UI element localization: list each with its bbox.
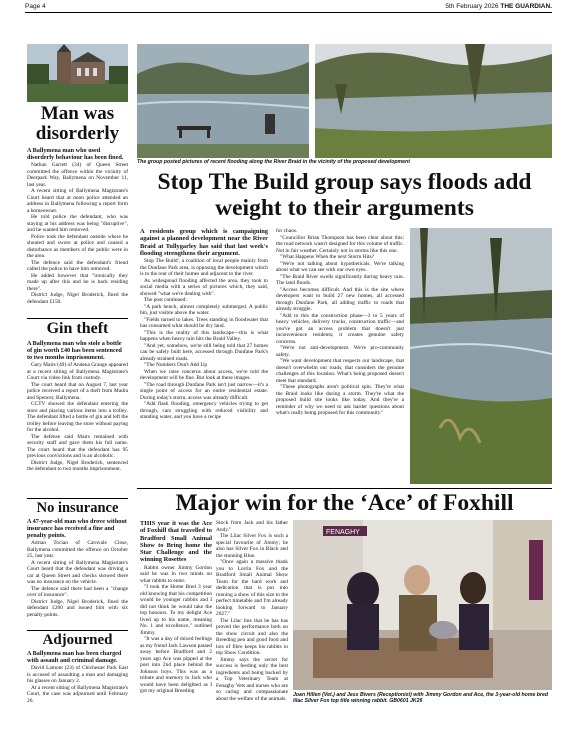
paragraph: The Lilac line that he has has proved the performance both on the show circuit and also the Breeding pen and good food and lots of fibre keeps his rabbits in top Show Condition. bbox=[216, 617, 288, 656]
disorderly-body bbox=[27, 162, 128, 305]
paragraph: The defence said there had been a "change over of insurance". bbox=[27, 585, 128, 598]
issue-info bbox=[445, 3, 552, 10]
paragraph: Nathan Garrett (34) of Queen Street committed the offence within the vicinity of Deerpark Way, Ballymena on November 11, last year. bbox=[27, 162, 128, 188]
insurance-lead: A 47-year-old man who drove without insurance has received a fine and penalty points. bbox=[27, 518, 127, 539]
foxhill-col-1 bbox=[140, 520, 212, 695]
paragraph: "We're not talking about hypotheticals. We're talking about what we can see with our own eyes. bbox=[276, 260, 404, 273]
adjourned-body bbox=[27, 665, 128, 704]
paragraph: "What Happens When the next Storm Hits? bbox=[280, 254, 375, 260]
disorderly-story bbox=[27, 104, 128, 305]
paragraph: The Lilac Silver Fox is such a special favourite of Jimmy; he also has Silver Fox in Black and the stunning Blue. bbox=[216, 533, 288, 559]
paragraph: "I took the Home Bred 3 year old knowing that his competition would be younger rabbits and I did not think he would take the top honours. To my delight Ace lived up to his name, meaning No. 1 and excellence," outlined Jimmy. bbox=[140, 584, 212, 636]
paragraph: "Add to this the construction phase—3 to 5 years of heavy vehicles, delivery trucks, construction traffic—and you've got an access problem that doesn't just inconvenience residents; it creates genuine safety concerns. bbox=[276, 312, 404, 345]
paragraph: "Fields turned to lakes. Trees standing in floodwater that has consumed what should be dry land. bbox=[140, 316, 268, 330]
flood-photo-bench bbox=[137, 44, 309, 158]
paragraph: "The Braid River swells significantly during heavy rain. The land floods. bbox=[276, 273, 404, 286]
paragraph: The defence said the defendant's friend called the police to have him removed. bbox=[27, 259, 128, 272]
foxhill-photo bbox=[293, 520, 552, 690]
paragraph: As widespread flooding affected the area, they took to social media with a series of pictures which, they said, showed "what we're dealing with". bbox=[140, 277, 268, 297]
paragraph: The defense said Mairs remained with security staff and gave them his full name. The court heard that the defendant has 95 previous convictions and is an alcoholic. bbox=[27, 433, 128, 459]
paragraph: "We want development that respects our landscape, that doesn't overwhelm our roads, that considers the genuine challenges of this location. What's being proposed doesn't meet that standard. bbox=[276, 358, 404, 384]
paragraph: "The Numbers Don't Add Up bbox=[144, 362, 208, 369]
paragraph: for chaos. bbox=[276, 228, 298, 234]
paragraph: A recent sitting of Ballymena Magistrate's Court heard that the defendant was driving a car at Queen Street and checks showed there was no insurance on the vehicle. bbox=[27, 559, 128, 585]
paragraph: District Judge, Nigel Broderick, fined the defendant £150. bbox=[27, 292, 128, 305]
paragraph: Jimmy says the secret for success is feeding only the best ingredients and being backed by a Top Veterinary Team at Fenaghy Vets and nurses who are so caring and compassionate about the welfare of the animals. bbox=[216, 656, 288, 702]
gin-headline: Gin theft bbox=[46, 320, 109, 337]
page-header bbox=[25, 2, 552, 13]
paragraph: Adrian Tocian of Carnvale Close, Ballymena committed the offence on October 25, last year. bbox=[27, 540, 128, 559]
paragraph: Police took the defendant outside where he shouted and swore at police and caused a disturbance as members of the public were in the area. bbox=[27, 233, 128, 259]
paragraph: The court heard that on August 7, last year police received a report of a theft from Madra and Spencer, Ballymena. bbox=[27, 381, 128, 401]
paragraph: "Access becomes difficult. And this is the site where developers want to build 27 new homes, all accessed through Dunfane Park, all adding traffic to roads that already struggle. bbox=[276, 286, 404, 312]
paragraph: "We're not anti-development. We're pro-community safety. bbox=[276, 345, 404, 358]
paragraph: "It was a day of mixed feelings as my friend Jack Lawson passed away before Bradford and 2 years ago Ace was pipped at the post into 2nd place behind the Johnson boys. This was as a tribute and memory to Jack who would have been delighted as I got my original Breeding bbox=[140, 636, 213, 695]
foxhill-headline: Major win for the ‘Ace’ of Foxhill bbox=[175, 490, 514, 516]
paragraph: He told police the defendant, who was staying at his address was being "disruptive", and he wanted him removed. bbox=[27, 214, 128, 233]
divider bbox=[27, 630, 128, 631]
paragraph: "And yet, somehow, we're still being told that 27 homes can be safely built here, accessed through Dunfane Park's already strained roads. bbox=[140, 342, 268, 362]
flood-photo-river bbox=[410, 228, 552, 484]
divider bbox=[27, 498, 128, 499]
adjourned-lead: A Ballymena man has been charged with assault and criminal damage. bbox=[27, 650, 122, 664]
church-photo bbox=[27, 44, 128, 102]
page-number: Page 4 bbox=[25, 3, 46, 10]
issue-date: 5th February 2026 bbox=[445, 3, 499, 10]
paragraph: "Councillor Brian Thompson has been clear about this: the road network wasn't designed for this volume of traffic. Not in fair weather. Certainly not in storms like this one. bbox=[276, 234, 404, 254]
insurance-story bbox=[27, 500, 128, 618]
insurance-headline: No insurance bbox=[36, 500, 119, 516]
paragraph: "Once again a massive thank you to Lorrin Fox and the Bradford Small Animal Show Team for the hard work and dedication that is put into running a show of this size to the perfect timetable and I'm already looking forward to January 2027." bbox=[216, 559, 288, 617]
gin-lead: A Ballymena man who stole a bottle of gin worth £40 has been sentenced to two months imprisonment. bbox=[27, 340, 122, 361]
paragraph: "These photographs aren't political spin. They're what the Braid looks like during a storm. They're what the proposed build site looks like today. And they're a reminder of why we need to ask harder questions about what's really being proposed for this community." bbox=[276, 384, 404, 416]
flood-headline: Stop The Build group says floods add weight to their arguments bbox=[157, 169, 532, 221]
paragraph: Stop The Build', a coalition of local people mainly from the Dunfane Park area, is opposing the development which is to the rear of their homes and adjacent to the river. bbox=[140, 258, 268, 278]
paragraph: Gary Mairs (49) of Andena Grange appeared at a recent sitting of Ballymena Magistrate's Court via video link from custody. bbox=[27, 362, 128, 381]
paragraph: CCTV showed the defendant entering the store and placing various items into a trolley. The defendant lifted a bottle of gin and left the trolley before leaving the store without paying for the alcohol. bbox=[27, 401, 128, 433]
paragraph: "This is the reality of this landscape—this is what happens when heavy rain hits the Braid Valley. bbox=[140, 329, 268, 343]
paragraph: David Lamont (23) of Chichester Park East is accused of assaulting a man and damaging his glasses on January 2. bbox=[27, 665, 128, 684]
paragraph: Rabbit owner Jimmy Gordon said he was in two minds on what rabbits to enter. bbox=[140, 564, 212, 584]
paragraph: Stock from Jack and his father Andy." bbox=[216, 520, 288, 533]
paragraph: District Judge, Nigel Broderick, sentenced the defendant to two months imprisonment. bbox=[27, 459, 128, 472]
paragraph: "A park bench, almost completely submerged. A public bin, just visible above the water. bbox=[140, 303, 268, 317]
disorderly-lead: A Ballymena man who used disorderly behaviour has been fined. bbox=[27, 147, 124, 161]
adjourned-headline: Adjourned bbox=[42, 632, 113, 648]
foxhill-col-2 bbox=[216, 520, 288, 702]
paragraph: A recent sitting of Ballymena Magistrate's Court heard that at noon police attended an address in Ballymena following a report form a homeowner. bbox=[27, 188, 128, 214]
flood-caption: The group posted pictures of recent flooding along the River Braid in the vicinity of the proposed development bbox=[137, 159, 410, 165]
insurance-body bbox=[27, 540, 128, 618]
flood-photo-field bbox=[315, 44, 552, 158]
adjourned-story bbox=[27, 632, 128, 704]
flood-col-2 bbox=[276, 228, 404, 417]
paper-name: THE GUARDIAN. bbox=[500, 3, 552, 10]
gin-story bbox=[27, 320, 128, 473]
foxhill-caption: Joan Hillen (Vet.) and Jess Bivers (Receptionist) with Jimmy Gordon and Ace, the 3-year-old home bred lilac Silver Fox top title winning rabbit. GB0601 JK26 bbox=[293, 692, 549, 704]
paragraph: The post continued: bbox=[144, 297, 187, 304]
fenaghy-sign: FENAGHY bbox=[326, 529, 360, 536]
flood-col-1 bbox=[140, 228, 268, 421]
paragraph: He added however that "ironically they made up after this and he is back residing there". bbox=[27, 272, 128, 292]
foxhill-lead: THIS year it was the Ace of Foxhill that travelled to Bradford Small Animal Show to Bring home the Star Challenge and the winning Rosettes bbox=[140, 520, 212, 564]
flood-lead: A residents group which is campaigning against a planned development near the River Braid at Tullygarley has said that last week's flooding strengthens their argument. bbox=[140, 228, 268, 257]
disorderly-headline: Man was disorderly bbox=[35, 103, 120, 144]
paragraph: "The road through Dunfane Park isn't just narrow—it's a single point of access for an entire residential estate. During today's storm, access was already difficult. bbox=[140, 381, 268, 401]
gin-body bbox=[27, 362, 128, 473]
paragraph: At a recent sitting of Ballymena Magistrate's Court, the case was adjourned until February 26. bbox=[27, 684, 128, 704]
paragraph: District Judge, Nigel Broderick, fined the defendant £200 and issued him with six penalty points. bbox=[27, 598, 128, 618]
divider bbox=[27, 318, 128, 319]
paragraph: When we raise concerns about access, we're told the development will be fine. But look at these images. bbox=[140, 368, 268, 382]
paragraph: "Add flash flooding, emergency vehicles trying to get through, cars struggling with reduced visibility and standing water, and you have a recipe bbox=[140, 401, 268, 421]
